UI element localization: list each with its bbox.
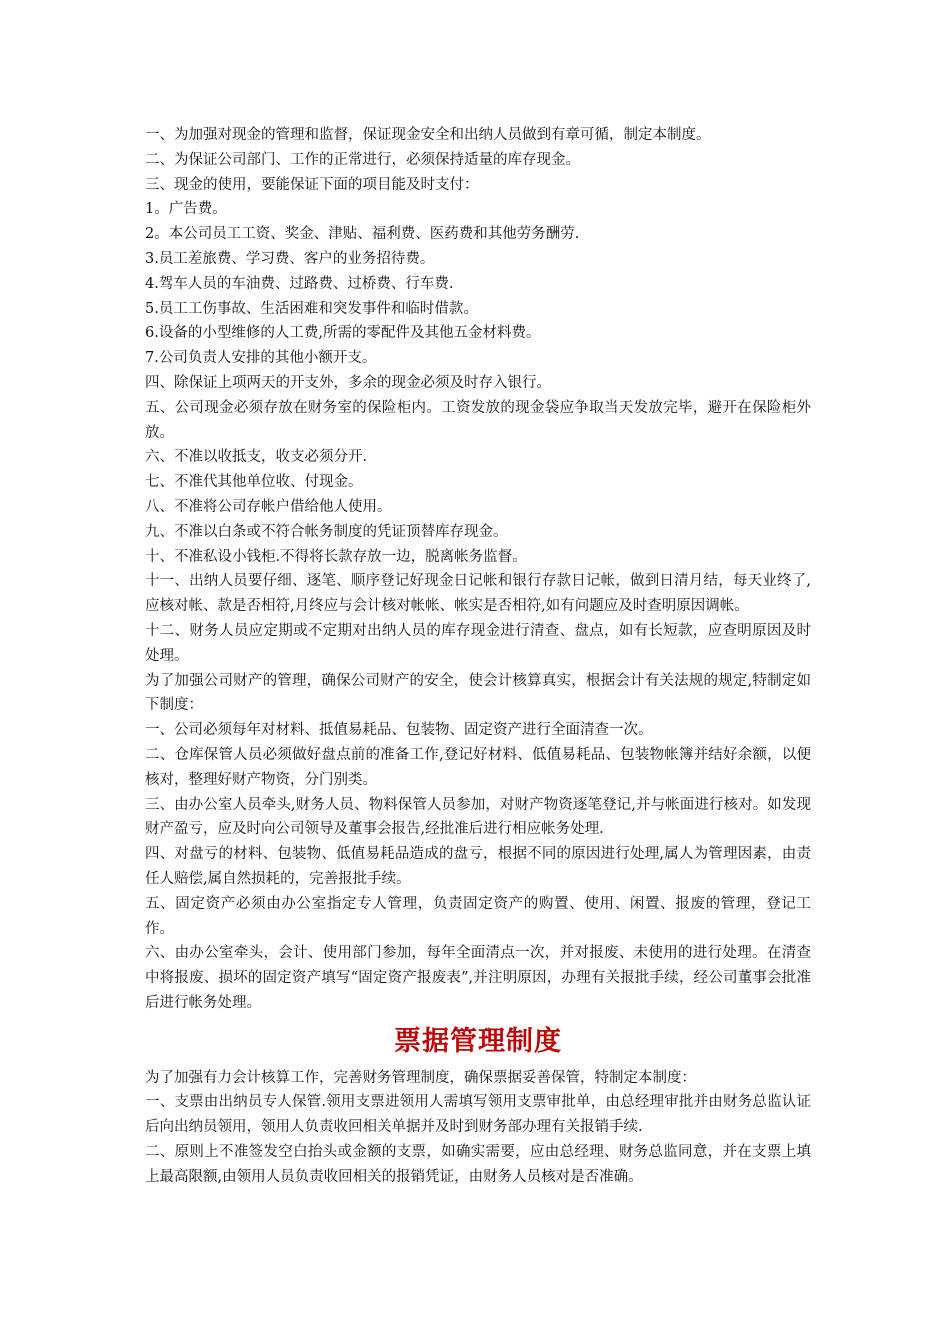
paragraph: 为了加强有力会计核算工作，完善财务管理制度，确保票据妥善保管，特制定本制度：: [145, 1069, 696, 1086]
paragraph: 五、固定资产必须由办公室指定专人管理，负责固定资产的购置、使用、闲置、报废的管理，登记工作。: [145, 895, 811, 937]
paragraph: 五、公司现金必须存放在财务室的保险柜内。工资发放的现金袋应争取当天发放完毕，避开在保险柜外放。: [145, 399, 811, 441]
paragraph: 九、不准以白条或不符合帐务制度的凭证顶替库存现金。: [145, 523, 508, 540]
paragraph: 一、公司必须每年对材料、抵值易耗品、包装物、固定资产进行全面清查一次。: [145, 722, 653, 739]
paragraph: 二、仓库保管人员必须做好盘点前的准备工作,登记好材料、低值易耗品、包装物帐簿并结好余额，以便核对，整理好财产物资，分门别类。: [145, 746, 811, 788]
paragraph: 六、由办公室牵头，会计、使用部门参加，每年全面清点一次，并对报废、未使用的进行处理。在清查中将报废、损坏的固定资产填写“固定资产报废表”,并注明原因，办理有关报批手续，经公司董事会批准后进行帐务处理。: [145, 945, 811, 1011]
section-title: 票据管理制度: [394, 1025, 562, 1057]
paragraph: 二、为保证公司部门、工作的正常进行，必须保持适量的库存现金。: [145, 151, 580, 168]
paragraph: 十二、财务人员应定期或不定期对出纳人员的库存现金进行清查、盘点，如有长短款，应查明原因及时处理。: [145, 622, 811, 664]
paragraph: 2。本公司员工工资、奖金、津贴、福利费、医药费和其他劳务酬劳.: [145, 226, 580, 243]
paragraph: 四、除保证上项两天的开支外，多余的现金必须及时存入银行。: [145, 374, 551, 391]
paragraph: 三、现金的使用，要能保证下面的项目能及时支付：: [145, 176, 479, 193]
paragraph: 四、对盘亏的材料、包装物、低值易耗品造成的盘亏，根据不同的原因进行处理,属人为管理因素，由责任人赔偿,属自然损耗的，完善报批手续。: [145, 846, 811, 887]
paragraph: 八、不准将公司存帐户借给他人使用。: [145, 498, 392, 515]
paragraph: 一、为加强对现金的管理和监督，保证现金安全和出纳人员做到有章可循，制定本制度。: [145, 127, 711, 143]
paragraph: 二、原则上不准签发空白抬头或金额的支票，如确实需要，应由总经理、财务总监同意，并在支票上填上最高限额,由领用人员负责收回相关的报销凭证，由财务人员核对是否准确。: [145, 1144, 811, 1185]
paragraph: 1。广告费。: [145, 201, 227, 218]
paragraph: 7.公司负责人安排的其他小额开支。: [145, 350, 377, 367]
paragraph: 为了加强公司财产的管理，确保公司财产的安全，使会计核算真实，根据会计有关法规的规定,特制定如下制度：: [145, 672, 811, 714]
bill-management-section: [145, 1066, 811, 1190]
paragraph: 3.员工差旅费、学习费、客户的业务招待费。: [145, 250, 435, 267]
paragraph: 三、由办公室人员牵头,财务人员、物料保管人员参加，对财产物资逐笔登记,并与帐面进行核对。如发现财产盈亏，应及时向公司领导及董事会报告,经批准后进行相应帐务处理.: [145, 796, 811, 838]
paragraph: 十一、出纳人员要仔细、逐笔、顺序登记好现金日记帐和银行存款日记帐，做到日清月结，每天业终了,应核对帐、款是否相符,月终应与会计核对帐帐、帐实是否相符,如有问题应及时查明原因调帐。: [145, 573, 811, 615]
paragraph: 七、不准代其他单位收、付现金。: [145, 474, 363, 491]
paragraph: 六、不准以收抵支，收支必须分开.: [145, 449, 368, 466]
document-page: [145, 123, 811, 1190]
paragraph: 十、不准私设小钱柜.不得将长款存放一边，脱离帐务监督。: [145, 548, 527, 565]
cash-management-section: [145, 123, 811, 1016]
paragraph: 5.员工工伤事故、生活困难和突发事件和临时借款。: [145, 300, 478, 317]
paragraph: 一、支票由出纳员专人保管.领用支票进领用人需填写领用支票审批单，由总经理审批并由财务总监认证后向出纳员领用，领用人负责收回相关单据并及时到财务部办理有关报销手续.: [145, 1094, 811, 1136]
paragraph: 4.驾车人员的车油费、过路费、过桥费、行车费.: [145, 275, 454, 292]
paragraph: 6.设备的小型维修的人工费,所需的零配件及其他五金材料费。: [145, 325, 541, 342]
